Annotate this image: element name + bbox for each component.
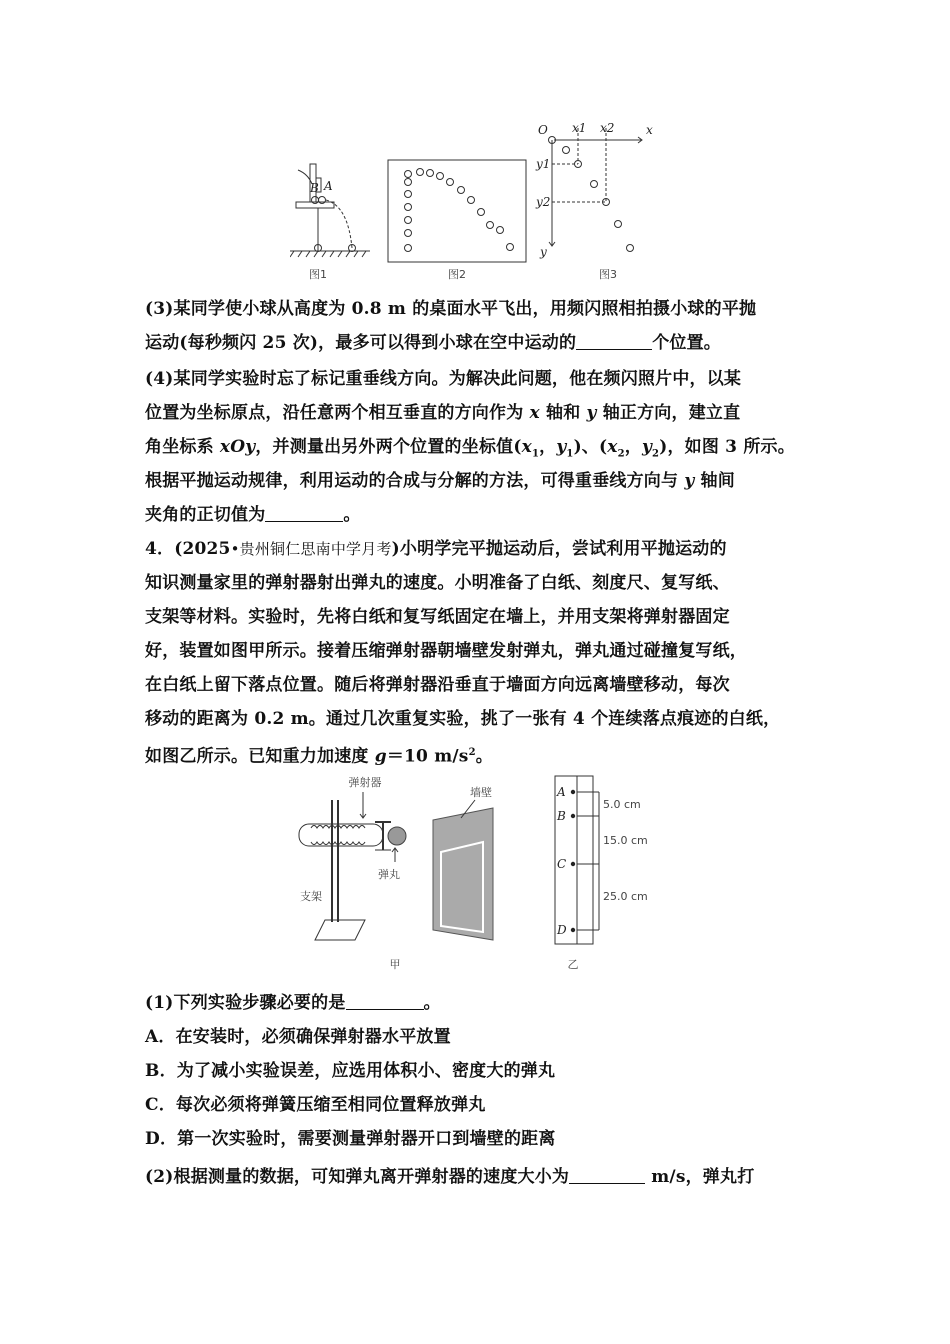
point-b: B: [557, 809, 566, 823]
subscript: 1: [566, 448, 574, 460]
q3-text: 运动(每秒频闪 25 次)，最多可以得到小球在空中运动的: [145, 333, 577, 353]
distance-ab: 5.0 cm: [603, 798, 641, 811]
yi-caption: 乙: [567, 958, 579, 971]
label-b: B: [310, 181, 319, 195]
p4-text: 如图乙所示。已知重力加速度: [145, 746, 375, 767]
launcher-figures: [285, 770, 665, 975]
fig3-caption: 图3: [599, 268, 617, 281]
subscript: 1: [531, 448, 540, 460]
q41-answer-blank[interactable]: [346, 989, 424, 1010]
base-plate: [296, 202, 334, 208]
var-g: g: [374, 746, 387, 767]
distance-cd: 25.0 cm: [603, 890, 648, 903]
ball-label: 弹丸: [378, 868, 400, 881]
p4-line-5: 在白纸上留下落点位置。随后将弹射器沿垂直于墙面方向远离墙壁移动，每次: [145, 675, 730, 695]
q4-answer-blank[interactable]: [265, 501, 343, 522]
figure-3-dots: [549, 137, 634, 252]
p4-text: ＝10 m/s: [386, 746, 469, 767]
q3-line-2: [145, 326, 825, 360]
p4-line-6: 移动的距离为 0.2 m。通过几次重复实验，挑了一张有 4 个连续落点痕迹的白纸，: [145, 709, 781, 729]
p4-text: )小明学完平抛运动后，尝试利用平抛运动的: [391, 539, 727, 559]
problem-number: 4．(2025: [145, 539, 231, 559]
q4-line-5: [145, 498, 825, 532]
q4-text: ，: [624, 437, 642, 457]
wall-figure: [433, 800, 493, 940]
figure-2-frame: [388, 160, 526, 262]
q4-text: 根据平抛运动规律，利用运动的合成与分解的方法，可得重垂线方向与: [145, 471, 685, 491]
stand-label: 支架: [300, 890, 322, 903]
wall-label: 墙壁: [470, 786, 492, 799]
point-a: A: [557, 785, 566, 799]
q3-answer-blank[interactable]: [576, 329, 652, 350]
origin-label: O: [538, 123, 548, 137]
option-a[interactable]: A．在安装时，必须确保弹射器水平放置: [145, 1027, 451, 1047]
stand-base: [315, 920, 365, 940]
q4-text: )、(: [573, 437, 608, 457]
p4-line-2: 知识测量家里的弹射器射出弹丸的速度。小明准备了白纸、刻度尺、复写纸、: [145, 573, 730, 593]
y-axis-label: y: [540, 245, 547, 259]
launcher-label: 弹射器: [348, 776, 382, 789]
y1-label: y1: [536, 157, 551, 171]
distance-bc: 15.0 cm: [603, 834, 648, 847]
p4-line-1: [145, 532, 825, 566]
problem-4: [145, 532, 825, 770]
question-3: [145, 292, 825, 360]
q41-text: 。: [423, 993, 441, 1013]
option-c[interactable]: C．每次必须将弹簧压缩至相同位置释放弹丸: [145, 1095, 486, 1115]
q42-answer-blank[interactable]: [569, 1163, 645, 1184]
question-4-1: [145, 986, 825, 1156]
x-axis-label: x: [646, 123, 653, 137]
p4-line-7: [145, 736, 825, 770]
var-y: y: [586, 403, 597, 423]
q3-line-1: (3)某同学使小球从高度为 0.8 m 的桌面水平飞出，用频闪照相拍摄小球的平抛: [145, 299, 757, 319]
subscript: 2: [617, 448, 625, 460]
y2-label: y2: [536, 195, 551, 209]
var-y: y: [684, 471, 695, 491]
figure-1-apparatus: [290, 164, 370, 257]
top-figures: [290, 118, 670, 286]
q4-line-1: (4)某同学实验时忘了标记重垂线方向。为解决此问题，他在频闪照片中，以某: [145, 369, 742, 389]
question-4-2: [145, 1160, 825, 1194]
label-a: A: [324, 179, 333, 193]
var-xoy: xOy: [219, 437, 256, 457]
p4-line-3: 支架等材料。实验时，先将白纸和复写纸固定在墙上，并用支架将弹射器固定: [145, 607, 730, 627]
question-4: [145, 362, 825, 532]
q4-text: )，如图 3 所示。: [659, 437, 795, 457]
point-d: D: [557, 923, 567, 937]
trajectory: [326, 200, 352, 248]
q4-line-4: [145, 464, 825, 498]
q3-text-end: 个位置。: [652, 333, 721, 353]
superscript: 2: [468, 747, 476, 758]
var-x1: x: [521, 437, 532, 457]
q4-text: ，: [539, 437, 557, 457]
fig1-caption: 图1: [309, 268, 327, 281]
q41-text: (1)下列实验步骤必要的是: [145, 993, 346, 1013]
var-y2: y: [641, 437, 653, 457]
q42-line-1: [145, 1160, 825, 1194]
mark-points: [571, 790, 575, 932]
ground-hatch: [290, 251, 366, 257]
subscript: 2: [652, 448, 660, 460]
ball: [388, 827, 406, 845]
problem-source: •贵州铜仁思南中学月考: [230, 540, 392, 558]
var-y1: y: [556, 437, 567, 457]
var-x2: x: [607, 437, 618, 457]
var-x: x: [529, 403, 540, 423]
option-b[interactable]: B．为了减小实验误差，应选用体积小、密度大的弹丸: [145, 1061, 556, 1081]
x1-label: x1: [572, 121, 587, 135]
figure-jia-apparatus: [299, 792, 398, 940]
q4-text: ，并测量出另外两个位置的坐标值(: [255, 437, 522, 457]
point-c: C: [557, 857, 567, 871]
figure-2-dots: [405, 169, 514, 252]
q41-stem: [145, 986, 825, 1020]
q4-text: 角坐标系: [145, 437, 220, 457]
q4-line-3: [145, 430, 825, 464]
q4-text: 轴和: [539, 403, 587, 423]
p4-line-4: 好，装置如图甲所示。接着压缩弹射器朝墙壁发射弹丸，弹丸通过碰撞复写纸，: [145, 641, 747, 661]
q42-text: m/s，弹丸打: [645, 1167, 755, 1187]
q4-text: 。: [343, 505, 361, 525]
q4-text: 位置为坐标原点，沿任意两个相互垂直的方向作为: [145, 403, 530, 423]
q4-text: 轴间: [694, 471, 735, 491]
option-d[interactable]: D．第一次实验时，需要测量弹射器开口到墙壁的距离: [145, 1129, 556, 1149]
fig2-caption: 图2: [448, 268, 466, 281]
q4-text: 轴正方向，建立直: [596, 403, 741, 423]
q42-text: (2)根据测量的数据，可知弹丸离开弹射器的速度大小为: [145, 1167, 570, 1187]
p4-text: 。: [475, 746, 493, 767]
jia-caption: 甲: [389, 958, 401, 971]
q4-line-2: [145, 396, 825, 430]
q4-text: 夹角的正切值为: [145, 505, 266, 525]
dimension-arrows: [577, 792, 599, 930]
x2-label: x2: [600, 121, 615, 135]
